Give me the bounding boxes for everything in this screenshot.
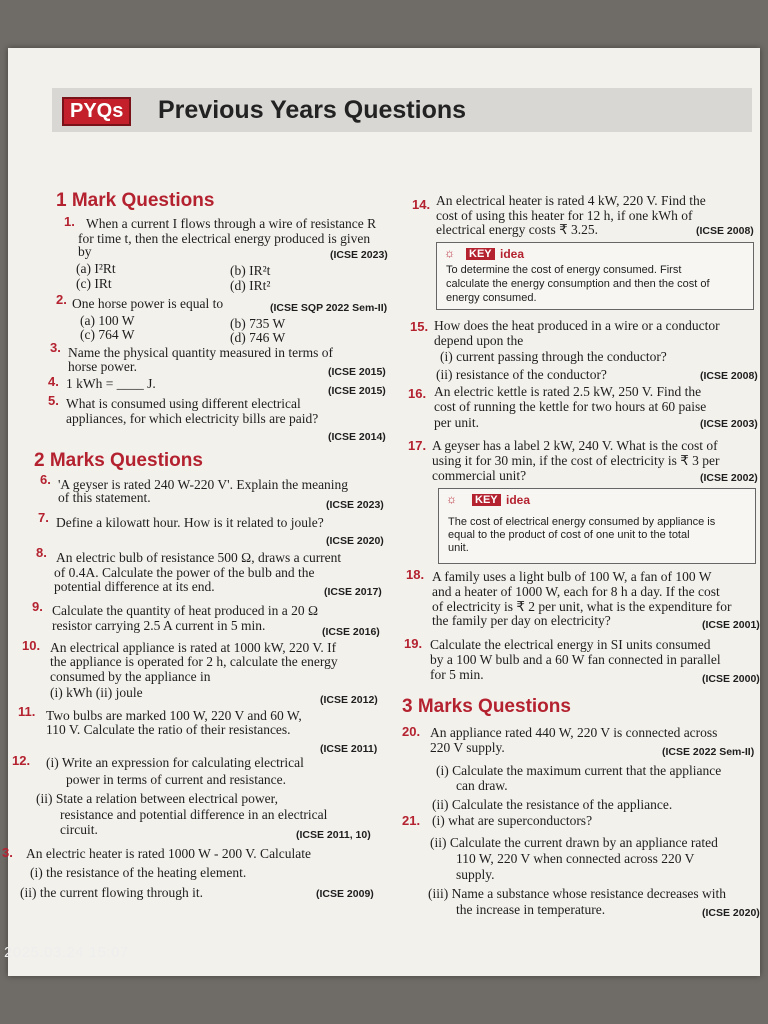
- option: (c) 764 W: [80, 327, 135, 342]
- key-badge: KEY: [472, 494, 501, 506]
- question-subpart: (i) current passing through the conductor?: [440, 349, 667, 364]
- question-number: 11.: [18, 704, 36, 719]
- question-text: Define a kilowatt hour. How is it related to joule?: [56, 515, 324, 530]
- question-number: 10.: [22, 638, 41, 653]
- question-number: 1.: [64, 214, 75, 229]
- question-number: 9.: [32, 599, 43, 614]
- question-subpart: (i) the resistance of the heating element.: [30, 865, 247, 880]
- question-ref: (ICSE 2020): [326, 535, 384, 547]
- question-ref: (ICSE 2022 Sem-II): [662, 746, 755, 758]
- question-text: (i) Write an expression for calculating electrical: [46, 755, 304, 770]
- question-ref: (ICSE 2011): [320, 743, 378, 755]
- question-text: An electrical appliance is rated at 1000 kW, 220 V. If: [50, 640, 337, 655]
- question-subpart: 110 W, 220 V when connected across 220 V: [456, 851, 695, 866]
- question-number: 16.: [408, 386, 427, 401]
- question-text: and a heater of 1000 W, each for 8 h a day. If the cost: [432, 584, 720, 599]
- question-text: resistor carrying 2.5 A current in 5 min.: [52, 618, 266, 633]
- key-idea-text: The cost of electrical energy consumed by appliance is: [448, 516, 716, 528]
- question-ref: (ICSE 2023): [330, 249, 388, 261]
- question-text: potential difference at its end.: [54, 579, 215, 594]
- question-text: An electrical heater is rated 4 kW, 220 V. Find the: [436, 193, 706, 208]
- question-text: Name the physical quantity measured in terms of: [68, 345, 334, 360]
- question-ref: (ICSE SQP 2022 Sem-II): [270, 302, 388, 314]
- question-number: 19.: [404, 636, 423, 651]
- option: (c) IRt: [76, 276, 112, 291]
- question-subpart: (i) what are superconductors?: [432, 813, 593, 828]
- question-subpart: (ii) Calculate the current drawn by an appliance rated: [430, 835, 718, 850]
- question-text: depend upon the: [434, 333, 524, 348]
- question-number: 6.: [40, 472, 51, 487]
- question-number: 17.: [408, 438, 427, 453]
- question-text: of 0.4A. Calculate the power of the bulb and the: [54, 565, 315, 580]
- question-text: per unit.: [434, 415, 479, 430]
- question-subpart: supply.: [456, 867, 495, 882]
- question-text: the family per day on electricity?: [432, 613, 611, 628]
- question-text: (ii) State a relation between electrical power,: [36, 791, 278, 806]
- question-text: When a current I flows through a wire of resistance R: [86, 216, 377, 231]
- question-text: An electric kettle is rated 2.5 kW, 250 V. Find the: [434, 384, 702, 399]
- pyqs-badge: PYQs: [62, 97, 131, 126]
- question-text: using it for 30 min, if the cost of electricity is ₹ 3 per: [432, 453, 720, 468]
- question-number: 3.: [50, 340, 61, 355]
- question-text: the appliance is operated for 2 h, calculate the energy: [50, 654, 338, 669]
- question-ref: (ICSE 2001): [702, 619, 760, 631]
- option: (d) IRt²: [230, 278, 271, 293]
- question-text: by a 100 W bulb and a 60 W fan connected in parallel: [430, 652, 721, 667]
- question-subpart: (ii) the current flowing through it.: [20, 885, 203, 900]
- question-ref: (ICSE 2012): [320, 694, 378, 706]
- question-text: How does the heat produced in a wire or a conductor: [434, 318, 720, 333]
- question-subpart: (iii) Name a substance whose resistance decreases with: [428, 886, 727, 901]
- key-idea-text: unit.: [448, 542, 469, 554]
- question-text: An electric bulb of resistance 500 Ω, draws a current: [56, 550, 342, 565]
- question-number: 21.: [402, 813, 421, 828]
- bulb-icon: ☼: [446, 492, 457, 506]
- question-number: 18.: [406, 567, 425, 582]
- question-number: 15.: [410, 319, 429, 334]
- section-1-mark: 1 Mark Questions: [56, 190, 215, 211]
- question-number: 12.: [12, 753, 31, 768]
- question-ref: (ICSE 2000): [702, 673, 760, 685]
- question-text: for time t, then the electrical energy produced is given: [78, 231, 371, 246]
- question-text: resistance and potential difference in an electrical: [60, 807, 328, 822]
- question-text: 110 V. Calculate the ratio of their resistances.: [46, 722, 291, 737]
- question-number: 7.: [38, 510, 49, 525]
- question-text: consumed by the appliance in: [50, 669, 211, 684]
- key-idea-text: equal to the product of cost of one unit to the total: [448, 529, 690, 541]
- question-number: 8.: [36, 545, 47, 560]
- question-number: 14.: [412, 197, 431, 212]
- question-ref: (ICSE 2016): [322, 626, 380, 638]
- question-text: commercial unit?: [432, 468, 527, 483]
- question-text: of electricity is ₹ 2 per unit, what is the expenditure for: [432, 599, 732, 614]
- option: (d) 746 W: [230, 330, 286, 345]
- question-text: electrical energy costs ₹ 3.25.: [436, 222, 599, 237]
- question-subpart: (ii) resistance of the conductor?: [436, 367, 607, 382]
- option: (a) 100 W: [80, 313, 135, 328]
- question-ref: (ICSE 2011, 10): [296, 829, 371, 841]
- page-title: Previous Years Questions: [158, 96, 467, 124]
- question-ref: (ICSE 2008): [700, 370, 758, 382]
- question-text: of this statement.: [58, 490, 151, 505]
- question-text: by: [78, 244, 92, 259]
- key-badge: KEY: [466, 248, 495, 260]
- section-3-marks: 3 Marks Questions: [402, 696, 571, 717]
- bulb-icon: ☼: [444, 246, 455, 260]
- question-subpart: can draw.: [456, 778, 508, 793]
- question-text: Two bulbs are marked 100 W, 220 V and 60 W,: [46, 708, 302, 723]
- question-ref: (ICSE 2015): [328, 366, 386, 378]
- question-text: cost of running the kettle for two hours at 60 paise: [434, 399, 707, 414]
- question-text: One horse power is equal to: [72, 296, 224, 311]
- question-text: power in terms of current and resistance.: [66, 772, 287, 787]
- question-number: 3.: [2, 845, 13, 860]
- question-text: An electric heater is rated 1000 W - 200 V. Calculate: [26, 846, 312, 861]
- question-text: cost of using this heater for 12 h, if one kWh of: [436, 208, 693, 223]
- option: (a) I²Rt: [76, 261, 116, 276]
- question-text: 1 kWh = ____ J.: [66, 376, 156, 391]
- question-ref: (ICSE 2017): [324, 586, 382, 598]
- question-text: A geyser has a label 2 kW, 240 V. What is the cost of: [432, 438, 718, 453]
- option: (b) 735 W: [230, 316, 286, 331]
- question-subpart: (i) kWh (ii) joule: [50, 685, 143, 700]
- key-idea-text: calculate the energy consumption and then the cost of: [446, 278, 710, 290]
- question-number: 4.: [48, 374, 59, 389]
- question-text: 'A geyser is rated 240 W-220 V'. Explain the meaning: [58, 477, 349, 492]
- question-number: 5.: [48, 393, 59, 408]
- question-subpart: the increase in temperature.: [456, 902, 606, 917]
- question-text: 220 V supply.: [430, 740, 505, 755]
- question-ref: (ICSE 2015): [328, 385, 386, 397]
- question-ref: (ICSE 2002): [700, 472, 758, 484]
- question-text: An appliance rated 440 W, 220 V is connected across: [430, 725, 718, 740]
- question-text: Calculate the electrical energy in SI units consumed: [430, 637, 711, 652]
- question-subpart: (ii) Calculate the resistance of the appliance.: [432, 797, 673, 812]
- question-text: horse power.: [68, 359, 137, 374]
- option: (b) IR²t: [230, 263, 271, 278]
- question-text: appliances, for which electricity bills are paid?: [66, 411, 319, 426]
- question-text: What is consumed using different electrical: [66, 396, 301, 411]
- key-idea-label: idea: [506, 493, 531, 507]
- key-idea-label: idea: [500, 247, 525, 261]
- section-2-marks: 2 Marks Questions: [34, 450, 203, 471]
- question-ref: (ICSE 2014): [328, 431, 386, 443]
- question-text: A family uses a light bulb of 100 W, a fan of 100 W: [432, 569, 712, 584]
- question-text: for 5 min.: [430, 667, 484, 682]
- question-ref: (ICSE 2023): [326, 499, 384, 511]
- key-idea-text: To determine the cost of energy consumed. First: [446, 264, 682, 276]
- photo-timestamp: 2025.03.24 15:07: [4, 944, 129, 961]
- question-ref: (ICSE 2020): [702, 907, 760, 919]
- key-idea-text: energy consumed.: [446, 292, 537, 304]
- question-ref: (ICSE 2009): [316, 888, 374, 900]
- question-text: circuit.: [60, 822, 98, 837]
- question-subpart: (i) Calculate the maximum current that the appliance: [436, 763, 722, 778]
- question-number: 2.: [56, 292, 67, 307]
- question-number: 20.: [402, 724, 421, 739]
- question-text: Calculate the quantity of heat produced in a 20 Ω: [52, 603, 319, 618]
- question-ref: (ICSE 2003): [700, 418, 758, 430]
- question-ref: (ICSE 2008): [696, 225, 754, 237]
